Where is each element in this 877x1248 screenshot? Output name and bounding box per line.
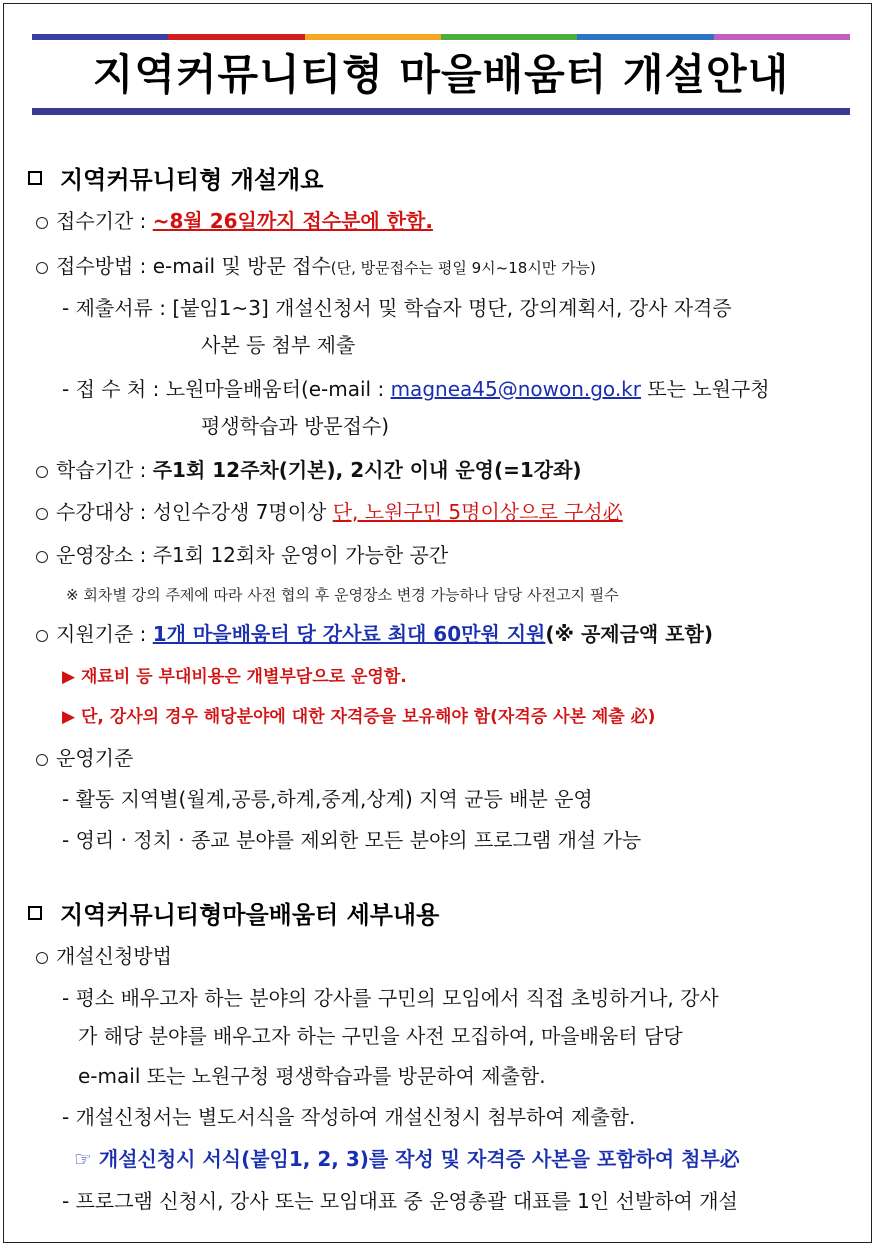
section-heading-text: 지역커뮤니티형 개설개요: [60, 166, 324, 194]
checkbox-square-icon: [28, 906, 42, 920]
documents-line-2: 사본 등 첨부 제출: [201, 333, 356, 357]
study-period-value: 주1회 12주차(기본), 2시간 이내 운영(=1강좌): [152, 458, 582, 482]
circle-bullet-icon: [36, 952, 48, 964]
circle-bullet-icon: [36, 466, 48, 478]
study-period-label: 학습기간 :: [56, 458, 153, 482]
target-value: 단, 노원구민 5명이상으로 구성必: [332, 500, 623, 524]
operation-item-2: - 영리 · 정치 · 종교 분야를 제외한 모든 분야의 프로그램 개설 가능: [62, 828, 642, 852]
color-bar-segment-1: [32, 34, 168, 40]
receiver-label: - 접 수 처 :: [62, 377, 166, 401]
method-item-3: - 프로그램 신청시, 강사 또는 모임대표 중 운영총괄 대표를 1인 선발하여 개설: [62, 1189, 738, 1213]
method-line: [36, 943, 172, 969]
color-bar-segment-4: [441, 34, 577, 40]
circle-bullet-icon: [36, 217, 48, 229]
reception-method-line: [36, 253, 596, 281]
color-bar-segment-6: [714, 34, 850, 40]
target-label: 수강대상 : 성인수강생 7명이상: [56, 500, 333, 524]
method-item-1-line-1: - 평소 배우고자 하는 분야의 강사를 구민의 모임에서 직접 초빙하거나, 강사: [62, 986, 719, 1010]
support-label: 지원기준 :: [56, 622, 153, 646]
reception-period-label: 접수기간 :: [56, 209, 153, 233]
documents-label: - 제출서류 :: [62, 296, 173, 320]
operation-line: [36, 745, 133, 771]
receiver-email-link[interactable]: magnea45@nowon.go.kr: [390, 377, 641, 401]
study-period-line: [36, 457, 582, 483]
color-bar-segment-3: [305, 34, 441, 40]
circle-bullet-icon: [36, 551, 48, 563]
receiver-suffix: 또는 노원구청: [640, 377, 770, 401]
circle-bullet-icon: [36, 630, 48, 642]
section-heading-text: 지역커뮤니티형마을배움터 세부내용: [60, 901, 440, 929]
target-line: [36, 499, 623, 525]
reception-period-value: ~8월 26일까지 접수분에 한함.: [152, 209, 433, 233]
venue-label: 운영장소 : 주1회 12회차 운영이 가능한 공간: [56, 543, 449, 567]
notice-certificate: ▶ 단, 강사의 경우 해당분야에 대한 자격증을 보유해야 함(자격증 사본 제출 必): [62, 707, 656, 727]
title-color-bar: [32, 34, 850, 40]
support-value: 1개 마을배움터 당 강사료 최대 60만원 지원: [152, 622, 546, 646]
documents-text: [붙임1~3] 개설신청서 및 학습자 명단, 강의계획서, 강사 자격증: [172, 296, 732, 320]
venue-line: [36, 542, 448, 568]
section-heading-overview: [28, 160, 323, 195]
circle-bullet-icon: [36, 262, 48, 274]
support-suffix: (※ 공제금액 포함): [545, 622, 713, 646]
method-item-1-line-2: 가 해당 분야를 배우고자 하는 구민을 사전 모집하여, 마을배움터 담당: [78, 1024, 683, 1048]
support-line: [36, 621, 713, 647]
reception-period-line: [36, 208, 433, 234]
method-highlight: ☞ 개설신청시 서식(붙임1, 2, 3)를 작성 및 자격증 사본을 포함하여 첨부必: [74, 1147, 740, 1171]
method-label: 개설신청방법: [56, 944, 172, 968]
receiver-prefix: 노원마을배움터(e-mail :: [165, 377, 391, 401]
section-heading-details: [28, 895, 439, 930]
receiver-line-1: [62, 376, 770, 402]
title-underline: [32, 108, 850, 115]
documents-line-1: [62, 295, 732, 321]
reception-method-note: (단, 방문접수는 평일 9시~18시만 가능): [330, 259, 596, 277]
method-item-2: - 개설신청서는 별도서식을 작성하여 개설신청시 첨부하여 제출함.: [62, 1105, 636, 1129]
operation-item-1: - 활동 지역별(월계,공릉,하계,중계,상계) 지역 균등 배분 운영: [62, 787, 593, 811]
document-page: [3, 3, 872, 1243]
receiver-line-2: 평생학습과 방문접수): [201, 414, 390, 438]
checkbox-square-icon: [28, 171, 42, 185]
method-item-1-line-3: e-mail 또는 노원구청 평생학습과를 방문하여 제출함.: [78, 1064, 546, 1088]
notice-materials: ▶ 재료비 등 부대비용은 개별부담으로 운영함.: [62, 667, 407, 687]
color-bar-segment-2: [168, 34, 304, 40]
circle-bullet-icon: [36, 508, 48, 520]
circle-bullet-icon: [36, 754, 48, 766]
venue-note: ※ 회차별 강의 주제에 따라 사전 협의 후 운영장소 변경 가능하나 담당 사전고지 필수: [66, 586, 619, 604]
operation-label: 운영기준: [56, 746, 134, 770]
reception-method-label: 접수방법 : e-mail 및 방문 접수: [56, 254, 331, 278]
page-title: 지역커뮤니티형 마을배움터 개설안내: [92, 50, 790, 99]
color-bar-segment-5: [577, 34, 713, 40]
